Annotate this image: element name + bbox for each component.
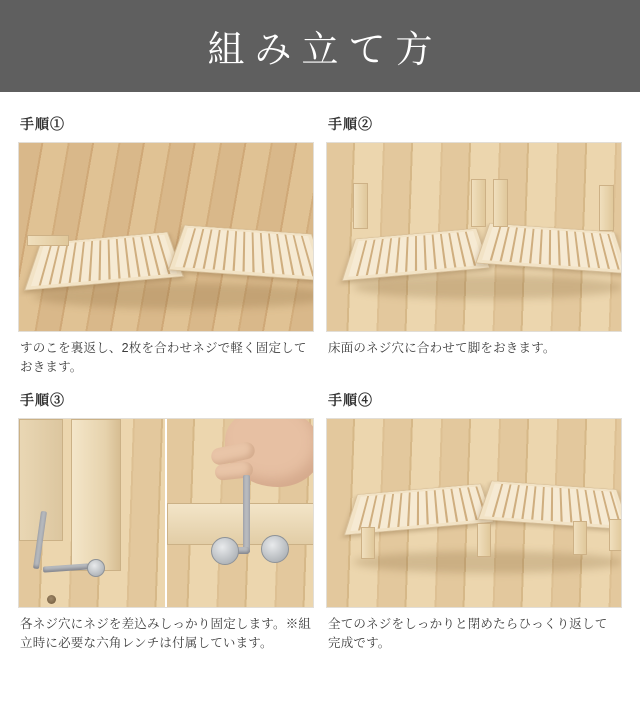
bolt-cap [87,559,105,577]
panel-slats [175,228,314,277]
step-3-label: 手順③ [20,391,65,408]
assembly-step-3 [18,384,314,654]
leg-post [71,419,121,571]
step-2-caption: 床面のネジ穴に合わせて脚をおきます。 [328,341,556,355]
step-4-label: 手順④ [328,391,373,408]
leg-part-2 [471,179,486,227]
bolt-cap [261,535,289,563]
panel-shadow [353,275,622,299]
assembly-photo-step1 [18,142,314,332]
panel-slats [350,486,487,531]
photo-left-half [19,419,165,607]
page-header [0,0,640,92]
bed-leg-1 [361,527,375,559]
frame-rail [167,503,313,545]
leg-part-4 [599,185,614,231]
footer-spacer [0,654,640,668]
assembly-photo-step3 [18,418,314,608]
hex-wrench-shaft [243,475,250,553]
bed-leg-2 [477,523,491,557]
assembly-photo-step2 [326,142,622,332]
assembly-steps-grid [0,92,640,654]
step-2-label: 手順② [328,116,373,132]
bed-leg-4 [609,519,622,551]
leg-part-1 [353,183,368,229]
step-1-label: 手順① [20,116,65,132]
step-3-caption: 各ネジ穴にネジを差込みしっかり固定します。※組立時に必要な六角レンチは付属しています。 [20,616,312,651]
side-rail [27,235,69,246]
screw-hole [47,595,56,604]
assembly-photo-step4 [326,418,622,608]
step-4-caption: 全てのネジをしっかりと閉めたらひっくり返して完成です。 [328,616,608,651]
bed-leg-3 [573,521,587,555]
bolt-cap [211,537,239,565]
assembly-step-4 [326,384,622,654]
step-1-caption: すのこを裏返し、2枚を合わせネジで軽く固定しておきます。 [20,341,307,375]
panel-slats [348,231,483,277]
photo-right-half [165,419,313,607]
split-photo [19,419,313,607]
leg-part-3 [493,179,508,227]
page-title: 組み立て方 [207,29,443,70]
assembly-step-1 [18,108,314,378]
panel-slats [482,226,622,270]
assembly-step-2 [326,108,622,378]
panel-shadow [33,283,314,309]
